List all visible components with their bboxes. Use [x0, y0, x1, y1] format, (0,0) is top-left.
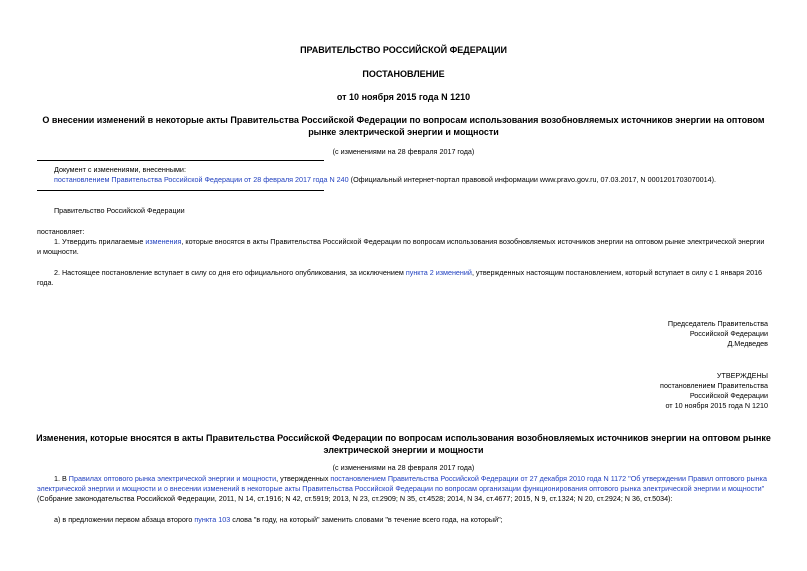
signature-name: Д.Медведев	[727, 339, 768, 348]
section-pa: а) в предложении первом абзаца второго пункта 103 слова "в году, на который" заменить словами "в течение всего года, на который";	[54, 515, 503, 524]
section-amended-note: (с изменениями на 28 февраля 2017 года)	[332, 463, 475, 472]
date-number: от 10 ноября 2015 года N 1210	[336, 92, 471, 102]
item-2: 2. Настоящее постановление вступает в силу со дня его официального опубликования, за исключением пункта 2 изменений, утвержденных настоящим постановлением, который вступает в силу с 1 января 2016	[54, 268, 763, 277]
title-line-1: О внесении изменений в некоторые акты Правительства Российской Федерации по вопросам использования возобновляемых источников энергии на оптовом	[42, 115, 765, 125]
changes-tail: (Официальный интернет-портал правовой информации www.pravo.gov.ru, 07.03.2017, N 0001201703070014).	[348, 175, 716, 184]
point-103-link[interactable]: пункта 103	[194, 515, 231, 524]
approved-line-4: от 10 ноября 2015 года N 1210	[665, 401, 768, 410]
divider-top	[37, 160, 324, 161]
approved-line-1: УТВЕРЖДЕНЫ	[716, 371, 768, 380]
item-1-line-2: и мощности.	[37, 247, 79, 256]
section-p1-line-2	[37, 484, 764, 494]
approved-line-2: постановлением Правительства	[660, 381, 768, 390]
changes-link[interactable]: постановлением Правительства Российской Федерации от 28 февраля 2017 года N 240	[54, 175, 349, 184]
section-p1: 1. В Правилах оптового рынка электрической энергии и мощности, утвержденных постановлением Правительства Российской Федерации от 27 декабря 2010 года N 1172 "Об утверждении Правил оптового рынка	[54, 474, 767, 483]
changes-line	[54, 175, 716, 185]
signature-line-1: Председатель Правительства	[667, 319, 768, 328]
doc-type-heading: ПОСТАНОВЛЕНИЕ	[362, 69, 445, 79]
approved-line-3: Российской Федерации	[689, 391, 768, 400]
amended-note: (с изменениями на 28 февраля 2017 года)	[332, 147, 475, 156]
item-2-link[interactable]: пункта 2 изменений	[405, 268, 472, 277]
item-1: 1. Утвердить прилагаемые изменения, которые вносятся в акты Правительства Российской Федерации по вопросам использования возобновляемых источников энергии на оптовом рынке электрической энергии	[54, 237, 765, 246]
decree-1172-link[interactable]: постановлением Правительства Российской Федерации от 27 декабря 2010 года N 1172 "Об утверждении Правил оптового рынка	[330, 474, 767, 483]
changes-intro: Документ с изменениями, внесенными:	[54, 165, 186, 174]
divider-bottom	[37, 190, 324, 191]
wholesale-rules-link[interactable]: Правилах оптового рынка электрической энергии и мощности	[68, 474, 277, 483]
title-line-2: рынке электрической энергии и мощности	[308, 127, 499, 137]
authority: Правительство Российской Федерации	[54, 206, 185, 215]
decree-1172-link-cont[interactable]: электрической энергии и мощности и о внесении изменений в некоторые акты Правительства Российской Федерации по вопросам организации функционирования оптового рынка электрической энергии и мощности"	[37, 484, 765, 493]
section-title-line-2: электрической энергии и мощности	[323, 445, 484, 455]
section-title-line-1: Изменения, которые вносятся в акты Правительства Российской Федерации по вопросам использования возобновляемых источников энергии на оптовом рынке	[36, 433, 771, 443]
signature-line-2: Российской Федерации	[689, 329, 768, 338]
item-2-line-2: года.	[37, 278, 54, 287]
item-1-link[interactable]: изменения	[145, 237, 182, 246]
decrees: постановляет:	[37, 227, 85, 236]
section-p1-line-3: (Собрание законодательства Российской Федерации, 2011, N 14, ст.1916; N 42, ст.5919; 2013, N 23, ст.2909; N 35, ст.4528; 2014, N 34, ст.4677; 2015, N 9, ст.1324; N 20, ст.2924; N 36, ст.5034):	[37, 494, 673, 503]
government-heading: ПРАВИТЕЛЬСТВО РОССИЙСКОЙ ФЕДЕРАЦИИ	[300, 45, 507, 55]
